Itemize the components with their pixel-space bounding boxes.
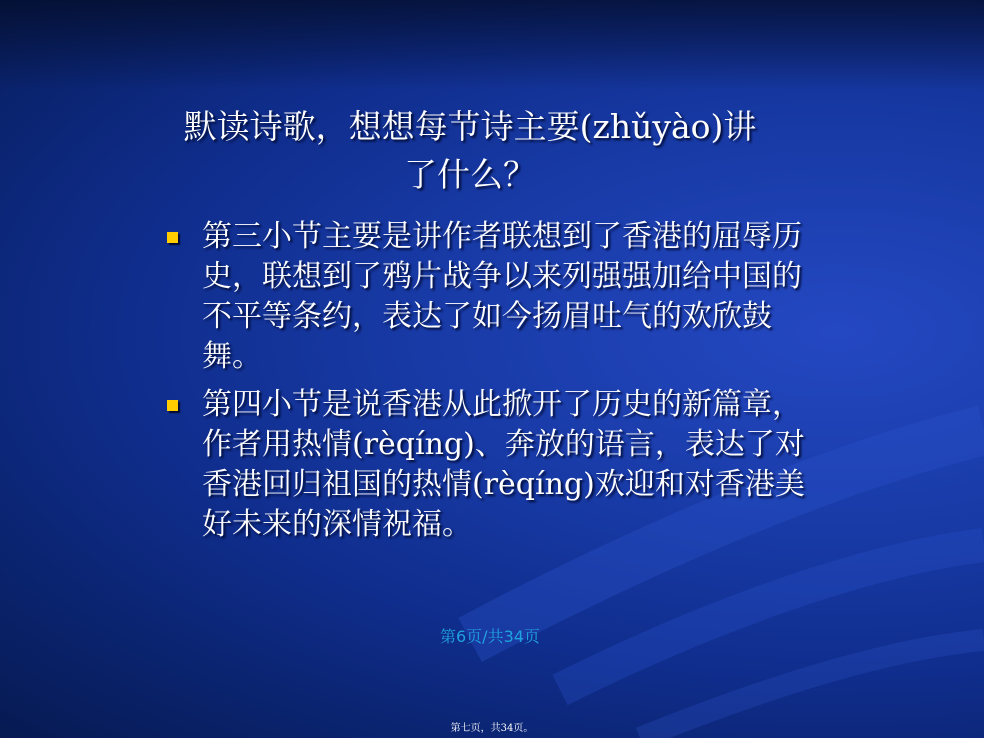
bullet-list bbox=[160, 217, 820, 553]
page-number: 第6页/共34页 bbox=[440, 627, 540, 646]
bullet-text: 第四小节是说香港从此掀开了历史的新篇章，作者用热情(rèqíng)、奔放的语言，表达了对香港回归祖国的热情(rèqíng)欢迎和对香港美好未来的深情祝福。 bbox=[202, 387, 805, 542]
footer-text: 第七页，共34页。 bbox=[450, 723, 534, 734]
title-line-2: 了什么？ bbox=[404, 155, 536, 194]
bullet-item bbox=[160, 217, 820, 377]
slide-title bbox=[140, 103, 800, 199]
bullet-square-icon bbox=[167, 400, 178, 411]
bullet-square-icon bbox=[167, 232, 178, 243]
bullet-item bbox=[160, 385, 820, 545]
title-line-1: 默读诗歌，想想每节诗主要(zhǔyào)讲 bbox=[183, 107, 757, 146]
bullet-text: 第三小节主要是讲作者联想到了香港的屈辱历史，联想到了鸦片战争以来列强强加给中国的不平等条约，表达了如今扬眉吐气的欢欣鼓舞。 bbox=[202, 219, 802, 374]
